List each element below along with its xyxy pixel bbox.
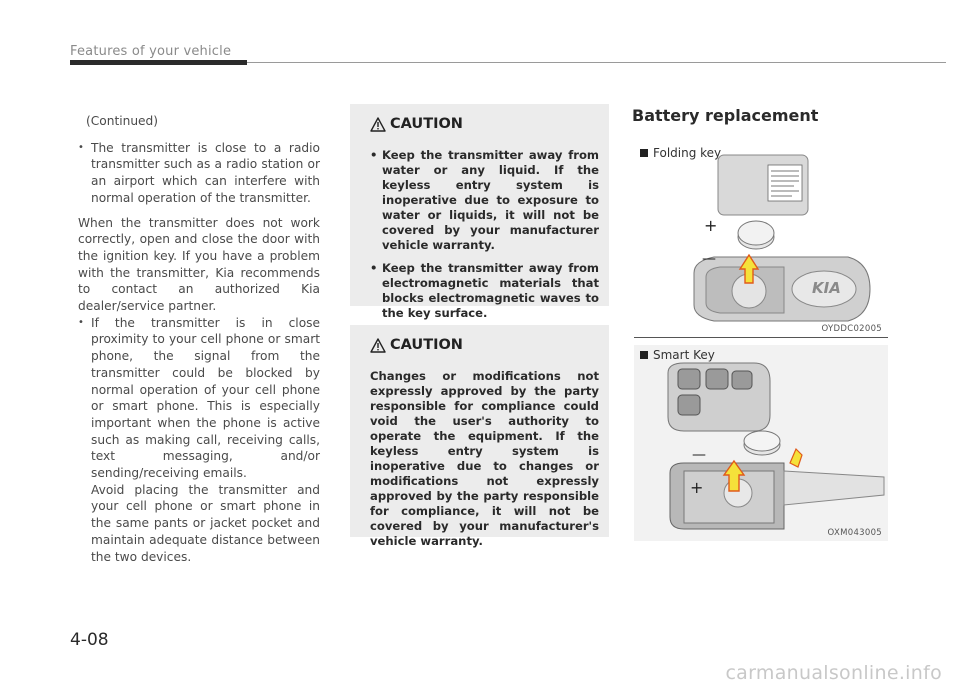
bullet-cell-phone: • If the transmitter is in close proximity to your cell phone or smart phone, the signal from the transmitter could be blocked by normal operation of your cell phone or smart phone. This is especially important when the phone is active such as making call, receiving calls, text messaging, and/or sending/receiving emails. xyxy=(78,315,320,482)
running-header: Features of your vehicle xyxy=(70,44,232,59)
warning-triangle-icon xyxy=(370,117,386,132)
caution-box-liquid xyxy=(350,104,609,320)
brand-logo: KIA xyxy=(812,279,841,297)
minus-sign: — xyxy=(692,447,706,463)
minus-sign: — xyxy=(702,251,716,267)
plus-sign: + xyxy=(690,478,704,497)
watermark: carmanualsonline.info xyxy=(725,662,942,684)
figure-code: OYDDC02005 xyxy=(821,324,882,334)
header-rule-accent xyxy=(70,60,247,65)
caution-box-modifications xyxy=(350,325,609,548)
left-column xyxy=(78,113,320,565)
caution-heading xyxy=(370,337,599,353)
figure-smart-key xyxy=(634,345,888,541)
caution-heading xyxy=(370,116,599,132)
square-bullet-icon xyxy=(640,149,648,157)
caution-title: CAUTION xyxy=(390,337,463,353)
bullet-cell-phone-continued: Avoid placing the transmitter and your cell phone or smart phone in the same pants or jacket pocket and maintain adequate distance between the two devices. xyxy=(91,482,320,564)
figure-label-smart-key: Smart Key xyxy=(640,348,715,362)
section-title: Battery replacement xyxy=(632,106,819,125)
release-arrow-icon xyxy=(790,449,802,467)
figure-code: OXM043005 xyxy=(827,528,882,538)
warning-triangle-icon xyxy=(370,338,386,353)
square-bullet-icon xyxy=(640,351,648,359)
paragraph-transmitter-fails: When the transmitter does not work correctly, open and close the door with the ignition key. If you have a problem with the transmitter, Kia recommends to contact an authorized Kia dealer/service partner. xyxy=(78,215,320,314)
figure-label-folding-key: Folding key xyxy=(640,146,721,160)
smart-key-illustration xyxy=(634,345,888,541)
caution-text-modifications: Changes or modifications not expressly approved by the party responsible for compliance could void the user's authority to operate the equipment. If the keyless entry system is inoperative due to changes or modifications not expressly approved by the party responsible for compliance, it will not be covered by your manufacturer's vehicle warranty. xyxy=(370,369,599,548)
page-number: 4-08 xyxy=(70,630,109,650)
continued-label: (Continued) xyxy=(86,114,159,128)
folding-key-illustration xyxy=(634,143,888,338)
caution-item-electromagnetic: • Keep the transmitter away from electromagnetic materials that blocks electromagnetic waves to the key surface. xyxy=(370,261,599,321)
caution-item-water: • Keep the transmitter away from water or any liquid. If the keyless entry system is inoperative due to exposure to water or liquids, it will not be covered by your manufacturer vehicle warranty. xyxy=(370,148,599,253)
caution-title: CAUTION xyxy=(390,116,463,132)
bullet-interference: • The transmitter is close to a radio transmitter such as a radio station or an airport which can interfere with normal operation of the transmitter. xyxy=(78,140,320,207)
plus-sign: + xyxy=(704,216,718,235)
figure-folding-key xyxy=(634,143,888,338)
